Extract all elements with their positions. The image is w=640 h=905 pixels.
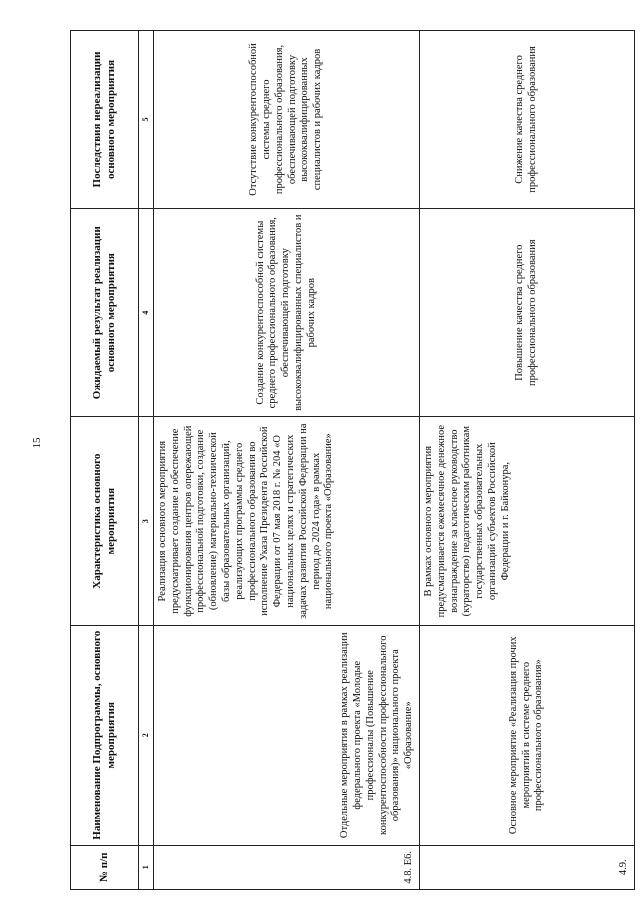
column-number-row bbox=[139, 31, 154, 890]
measures-table bbox=[70, 30, 635, 890]
column-number: 5 bbox=[139, 31, 154, 209]
measure-description: В рамках основного мероприятия предусматривается ежемесячное денежное вознаграждение за классное руководство (кураторство) педагогическим работникам государственных образовательных организаций субъектов Российской Федерации и г. Байконура, bbox=[420, 417, 635, 625]
header-number: № п/п bbox=[71, 845, 139, 889]
header-result: Ожидаемый результат реализации основного мероприятия bbox=[71, 208, 139, 416]
header-name: Наименование Подпрограммы, основного мероприятия bbox=[71, 625, 139, 845]
table-row bbox=[154, 31, 420, 890]
column-number: 3 bbox=[139, 417, 154, 625]
header-row bbox=[71, 31, 139, 890]
row-number: 4.8. Е6. bbox=[154, 845, 420, 889]
rotated-table-container bbox=[70, 30, 635, 890]
header-description: Характеристика основного мероприятия bbox=[71, 417, 139, 625]
row-number: 4.9. bbox=[420, 845, 635, 889]
table-row bbox=[420, 31, 635, 890]
measure-result: Создание конкурентоспособной системы среднего профессионального образования, обеспечивающей подготовку высококвалифицированных специалистов и рабочих кадров bbox=[154, 208, 420, 416]
measure-name: Основное мероприятие «Реализация прочих мероприятий в системе среднего профессионального образования» bbox=[420, 625, 635, 845]
measure-description: Реализация основного мероприятия предусматривает создание и обеспечение функционирования центров опережающей профессиональной подготовки, создание (обновление) материально-технической базы образовательных организаций, реализующих программы среднего профессионального образования во исполнение Указа Президента Российской Федерации от 07 мая 2018 г. № 204 «О национальных целях и стратегических задачах развития Российской Федерации на период до 2024 года» в рамках национального проекта «Образование» bbox=[154, 417, 420, 625]
column-number: 2 bbox=[139, 625, 154, 845]
measure-consequence: Отсутствие конкурентоспособной системы среднего профессионального образования, обеспечивающей подготовку высококвалифицированных специалистов и рабочих кадров bbox=[154, 31, 420, 209]
measure-consequence: Снижение качества среднего профессионального образования bbox=[420, 31, 635, 209]
column-number: 4 bbox=[139, 208, 154, 416]
page-number: 15 bbox=[31, 437, 43, 449]
measure-result: Повышение качества среднего профессионального образования bbox=[420, 208, 635, 416]
column-number: 1 bbox=[139, 845, 154, 889]
measure-name: Отдельные мероприятия в рамках реализации федерального проекта «Молодые профессионалы (Повышение конкурентоспособности профессионального образования)» национального проекта «Образование» bbox=[154, 625, 420, 845]
header-consequence: Последствия нереализации основного мероприятия bbox=[71, 31, 139, 209]
